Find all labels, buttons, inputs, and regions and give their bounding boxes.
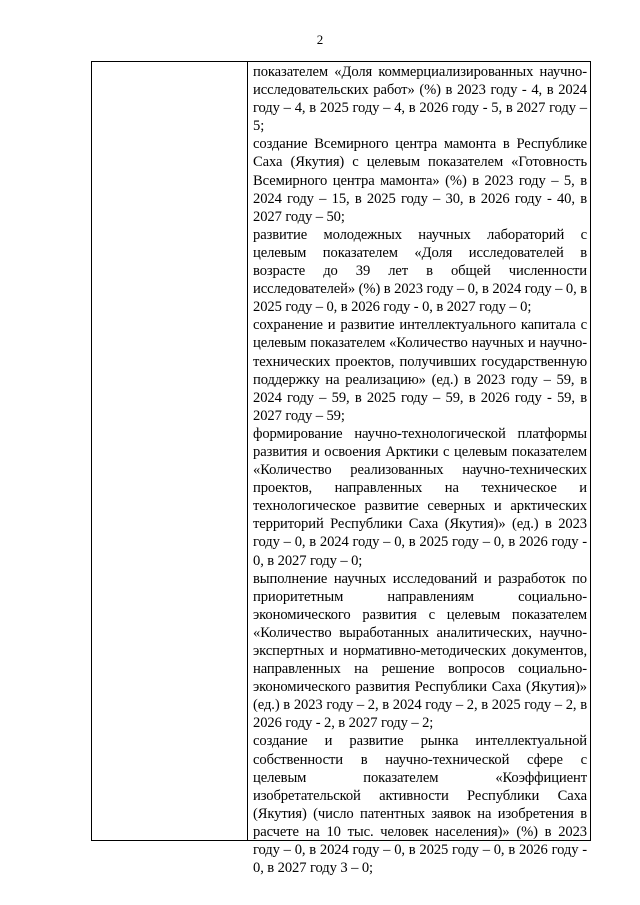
paragraph-mammoth-center: создание Всемирного центра мамонта в Республике Саха (Якутия) с целевым показателем «Готовность Всемирного центра мамонта» (%) в 2023 году – 5, в 2024 году – 15, в 2025 году – 30, в 2026 году - 40, в 2027 году – 50;: [253, 136, 587, 225]
paragraph-commercialized-research: показателем «Доля коммерциализированных научно-исследовательских работ» (%) в 2023 году - 4, в 2024 году – 4, в 2025 году – 4, в 2026 году - 5, в 2027 году – 5;: [253, 64, 587, 135]
document-table: [91, 61, 591, 877]
paragraph-intellectual-property-market: создание и развитие рынка интеллектуальной собственности в научно-технической сфере с целевым показателем «Коэффициент изобретательской активности Республики Саха (Якутия) (число патентных заявок на изобретения в расчете на 10 тыс. человек населения)» (%) в 2023 году – 0, в 2024 году – 0, в 2025 году – 0, в 2026 году - 0, в 2027 году 3 – 0;: [253, 733, 587, 877]
paragraph-priority-research: выполнение научных исследований и разработок по приоритетным направлениям социально-экономического развития с целевым показателем «Количество выработанных аналитических, научно-экспертных и нормативно-методических документов, направленных на решение вопросов социально-экономического развития Республики Саха (Якутия)» (ед.) в 2023 году – 2, в 2024 году – 2, в 2025 году – 2, в 2026 году - 2, в 2027 году – 2;: [253, 570, 587, 732]
paragraph-youth-laboratories: развитие молодежных научных лабораторий с целевым показателем «Доля исследователей в возрасте до 39 лет в общей численности исследователей» (%) в 2023 году – 0, в 2024 году – 0, в 2025 году – 0, в 2026 году - 0, в 2027 году – 0;: [253, 226, 587, 316]
table-right-cell: [248, 62, 590, 877]
paragraph-intellectual-capital: сохранение и развитие интеллектуального капитала с целевым показателем «Количество научных и научно-технических проектов, получивших государственную поддержку на реализацию» (ед.) в 2023 году – 59, в 2024 году – 59, в 2025 году – 59, в 2026 году - 59, в 2027 году – 59;: [253, 317, 587, 424]
page-number: 2: [316, 32, 324, 47]
paragraph-arctic-platform: формирование научно-технологической платформы развития и освоения Арктики с целевым показателем «Количество реализованных научно-технических проектов, направленных на техническое и технологическое развитие северных и арктических территорий Республики Саха (Якутия)» (ед.) в 2023 году – 0, в 2024 году – 0, в 2025 году – 0, в 2026 году - 0, в 2027 году – 0;: [253, 425, 587, 569]
table-left-cell: [92, 62, 248, 840]
